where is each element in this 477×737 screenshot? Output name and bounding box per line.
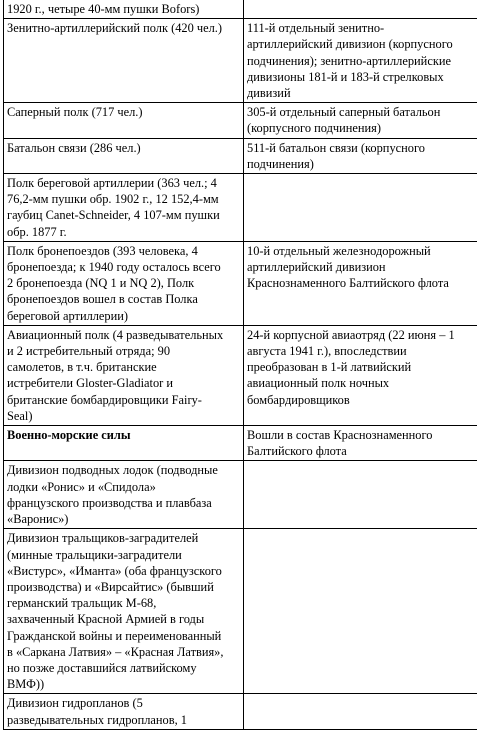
section-heading-navy: Военно-морские силы (4, 426, 244, 461)
row-2-left: Зенитно-артиллерийский полк (420 чел.) (4, 19, 244, 103)
row-10-right (244, 529, 477, 694)
row-7-right: 24-й корпусной авиаотряд (22 июня – 1 августа 1941 г.), впоследствии преобразован в 1-й латвийский авиационный полк ночных бомбардировщиков (244, 325, 477, 425)
document-page (3, 0, 475, 730)
row-9-right (244, 461, 477, 529)
row-1-left: 1920 г., четыре 40-мм пушки Bofors) (4, 0, 244, 19)
row-6-left: Полк бронепоездов (393 человека, 4 бронепоезда; к 1940 году осталось всего 2 бронепоезда (NQ 1 и NQ 2), Полк бронепоездов вошел в состав Полка береговой артиллерии) (4, 241, 244, 325)
table-row (4, 461, 477, 529)
table-row (4, 241, 477, 325)
table-row (4, 174, 477, 242)
row-1-right (244, 0, 477, 19)
table-row (4, 426, 477, 461)
row-7-left: Авиационный полк (4 разведывательных и 2 истребительный отряда; 90 самолетов, в т.ч. британские истребители Gloster-Gladiator и британские бомбардировщики Fairy- Seal) (4, 325, 244, 425)
row-2-right: 111-й отдельный зенитно- артиллерийский дивизион (корпусного подчинения); зенитно-артиллерийские дивизионы 181-й и 183-й стрелковых дивизий (244, 19, 477, 103)
row-3-left: Саперный полк (717 чел.) (4, 103, 244, 138)
table-row (4, 325, 477, 425)
row-3-right: 305-й отдельный саперный батальон (корпусного подчинения) (244, 103, 477, 138)
row-4-right: 511-й батальон связи (корпусного подчинения) (244, 138, 477, 173)
row-5-right (244, 174, 477, 242)
table-row (4, 694, 477, 729)
table-row (4, 103, 477, 138)
table-row (4, 0, 477, 19)
row-8-right: Вошли в состав Краснознаменного Балтийского флота (244, 426, 477, 461)
row-11-right (244, 694, 477, 729)
row-11-left: Дивизион гидропланов (5 разведывательных гидропланов, 1 (4, 694, 244, 729)
row-10-left: Дивизион тральщиков-заградителей (минные тральщики-заградители «Вистурс», «Иманта» (оба французского производства) и «Вирсайтис» (бывший германский тральщик М-68, захваченный Красной Армией в годы Гражданской войны и переименованный в «Саркана Латвия» – «Красная Латвия», но позже доставшийся латвийскому ВМФ)) (4, 529, 244, 694)
row-6-right: 10-й отдельный железнодорожный артиллерийский дивизион Краснознаменного Балтийского флота (244, 241, 477, 325)
table-row (4, 529, 477, 694)
row-5-left: Полк береговой артиллерии (363 чел.; 4 76,2-мм пушки обр. 1902 г., 12 152,4-мм гаубиц Canet-Schneider, 4 107-мм пушки обр. 1877 г. (4, 174, 244, 242)
row-4-left: Батальон связи (286 чел.) (4, 138, 244, 173)
table-row (4, 19, 477, 103)
row-9-left: Дивизион подводных лодок (подводные лодки «Ронис» и «Спидола» французского производства и плавбаза «Варонис») (4, 461, 244, 529)
table-row (4, 138, 477, 173)
units-table (3, 0, 477, 730)
